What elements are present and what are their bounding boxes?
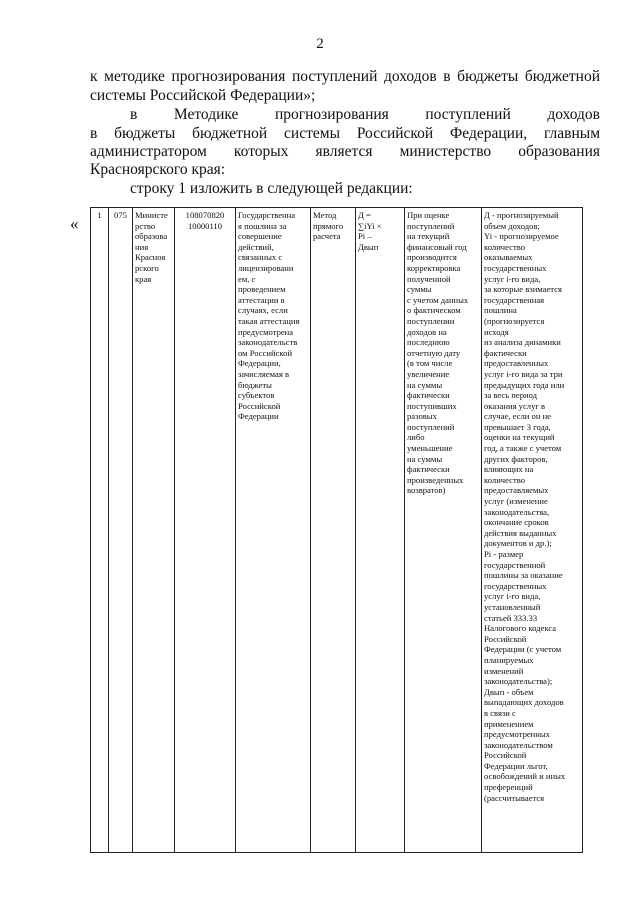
page-number: 2 xyxy=(316,36,324,52)
cell-formula: Д = ∑iYi × Pi – Двып xyxy=(356,208,405,853)
cell-income-name: Государственна я пошлина за совершение действий, связанных с лицензировани ем, с проведением аттестации в случаях, если такая аттестация предусмотрена законодательств ом Российской Федерации, зачисляемая в бюджеты субъектов Российской Федерации xyxy=(236,208,311,853)
cell-admin-code: 075 xyxy=(109,208,133,853)
paragraph-line: Красноярского края: xyxy=(90,161,226,178)
paragraph-line: строку 1 изложить в следующей редакции: xyxy=(130,180,413,197)
cell-budget-code: 108070820 10000110 xyxy=(175,208,236,853)
cell-row-number: 1 xyxy=(91,208,109,853)
paragraph-line: в бюджеты бюджетной системы Российской Федерации, главным xyxy=(90,125,600,142)
paragraph-line: к методике прогнозирования поступлений доходов в бюджеты бюджетной xyxy=(90,68,600,85)
opening-quote-mark: « xyxy=(70,214,79,233)
cell-indicator-description: Д - прогнозируемый объем доходов; Yi - прогнозируемое количество оказываемых государственных услуг i-го вида, за которые взимается государственная пошлина (прогнозируется исходя из анализа динамики фактически предоставленных услуг i-го вида за три предыдущих года или за весь период оказания услуг в случае, если он не превышает 3 года, оценки на текущий год, а также с учетом других факторов, влияющих на количество предоставляемых услуг (изменение законодательства, окончание сроков действия выданных документов и др.); Pi - размер государственной пошлины за оказание государственных услуг i-го вида, установленный статьей 333.33 Налогового кодекса Российской Федерации (с учетом планируемых изменений законодательства); Двып - объем выпадающих доходов в связи с применением предусмотренных законодательством Российской Федерации льгот, освобождений и иных преференций (рассчитывается xyxy=(482,208,583,853)
paragraph-line: системы Российской Федерации»; xyxy=(90,87,316,104)
paragraph-line: администратором которых является министерство образования xyxy=(90,143,600,160)
cell-calc-method: Метод прямого расчета xyxy=(311,208,356,853)
cell-adjustment: При оценке поступлений на текущий финансовый год производится корректировка полученной суммы с учетом данных о фактическом поступлении доходов на последнюю отчетную дату (в том числе увеличение на суммы фактически поступивших разовых поступлений либо уменьшение на суммы фактически произведенных возвратов) xyxy=(405,208,482,853)
amendment-table xyxy=(90,207,583,853)
paragraph-line: в Методике прогнозирования поступлений доходов xyxy=(130,106,600,123)
cell-administrator: Министе рство образова ния Красноя рского края xyxy=(133,208,175,853)
table-row xyxy=(91,208,583,853)
